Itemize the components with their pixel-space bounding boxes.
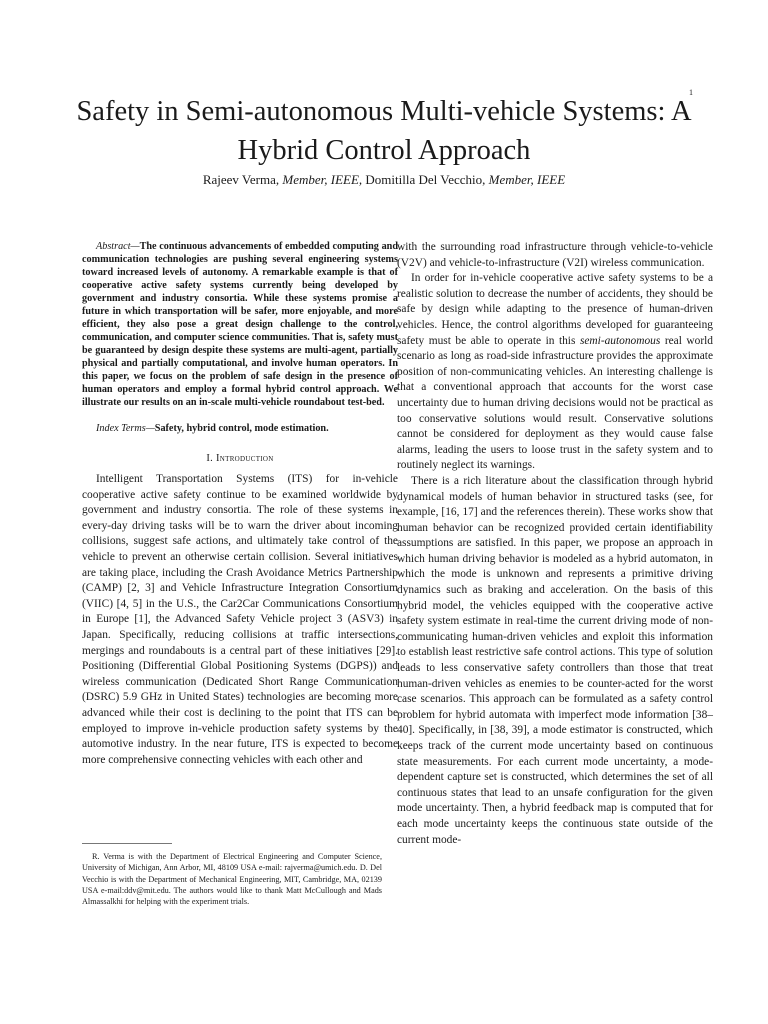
body-text: In order for in-vehicle cooperative active safety systems to be a realistic solution to decrease the number of accidents, they should be safe by design while adapting to the presence of human-driven vehicles. Hence, the control algorithms developed for guaranteeing safety must be able to operate in this bbox=[397, 272, 713, 347]
right-column bbox=[397, 240, 713, 848]
body-paragraph bbox=[397, 271, 713, 474]
author-affiliation: Member, IEEE bbox=[488, 172, 566, 187]
index-terms-label: Index Terms— bbox=[96, 423, 155, 434]
footnote-divider bbox=[82, 843, 172, 844]
page-number: 1 bbox=[689, 88, 693, 97]
abstract bbox=[82, 240, 398, 409]
abstract-text: The continuous advancements of embedded computing and communication technologies are pushing several engineering systems toward increased levels of autonomy. A remarkable example is that of cooperative active safety systems currently being developed by government and industry consortia. While these systems promise a future in which transportation will be safer, more enjoyable, and more efficient, they also pose a great design challenge to the control, communication, and computer science communities. That is, safety must be guaranteed by design despite these systems are multi-agent, partially physical and partially computational, and involve human operators. In this paper, we focus on the problem of safe design in the presence of human operators and employ a formal hybrid control approach. We illustrate our results on an in-scale multi-vehicle roundabout test-bed. bbox=[82, 241, 398, 408]
abstract-label: Abstract— bbox=[96, 241, 140, 252]
paper-title: Safety in Semi-autonomous Multi-vehicle Systems: A Hybrid Control Approach bbox=[76, 96, 692, 166]
body-paragraph: with the surrounding road infrastructure through vehicle-to-vehicle (V2V) and vehicle-to-infrastructure (V2I) wireless communication. bbox=[397, 241, 713, 269]
index-terms bbox=[82, 422, 398, 435]
author-name: Rajeev Verma, bbox=[202, 172, 280, 187]
author-footnote: R. Verma is with the Department of Electrical Engineering and Computer Science, University of Michigan, Ann Arbor, MI, 48109 USA e-mail: rajverma@umich.edu. D. Del Vecchio is with the Department of Mechanical Engineering, MIT, Cambridge, MA, 02139 USA e-mail:ddv@mit.edu. The authors would like to thank Matt McCullough and Mads Almassalkhi for helping with the experiment trials. bbox=[82, 852, 382, 907]
body-text: real world scenario as long as road-side infrastructure provides the approximate position of non-communicating vehicles. An interesting challenge is that a conventional approach that accounts for the worst case uncertainty due to human driving decisions would not be practical as too conservative solutions would result. Conservative solutions cannot be considered for deployment as they would cause false alarms, leading the users to loose trust in the safety system and to routinely neglect its warnings. bbox=[397, 334, 713, 472]
body-paragraph: There is a rich literature about the classification through hybrid dynamical models of human behavior in structured tasks (see, for example, [16, 17] and the references therein). These works show that human behavior can be recognized provided certain identifiability assumptions are satisfied. In this paper, we propose an approach in which human driving behavior is modeled as a hybrid automaton, in which the mode is unknown and represents a primitive driving dynamics such as braking and acceleration. On the basis of this hybrid model, the vehicles equipped with the cooperative active safety system estimate in real-time the current driving mode of non-communicating human-driven vehicles and exploit this information to establish least restrictive safe control actions. This type of solution leads to less conservative safety controllers than those that treat human-driven vehicles as enemies to be counter-acted for the worst case scenarios. This approach can be formulated as a safety control problem for hybrid automata with imperfect mode information [38–40]. Specifically, in [38, 39], a mode estimator is constructed, which keeps track of the current mode uncertainty based on continuous state measurements. For each current mode uncertainty, a mode-dependent capture set is constructed, which determines the set of all continuous states that lead to an unsafe configuration for the given mode uncertainty. Then, a hybrid feedback map is computed that for each mode uncertainty keeps the continuous state outside of the current mode- bbox=[397, 474, 713, 846]
author-name: Domitilla Del Vecchio, bbox=[365, 172, 486, 187]
section-heading-introduction: I. Introduction bbox=[206, 453, 274, 464]
intro-paragraph: Intelligent Transportation Systems (ITS) for in-vehicle cooperative active safety continue to be examined worldwide by government and industry consortia. The role of these systems in every-day driving tasks will be to warn the driver about incoming collisions, suggest safe actions, and ultimately take control of the vehicle to prevent an otherwise certain collision. Several initiatives are taking place, including the Crash Avoidance Metrics Partnership (CAMP) [2, 3] and Vehicle Infrastructure Integration Consortium (VIIC) [4, 5] in the U.S., the Car2Car Communications Consortium in Europe [1], the Advanced Safety Vehicle project 3 (ASV3) in Japan. Specifically, reducing collisions at traffic intersections, mergings and roundabouts is a central part of these initiatives [29]. Positioning (Differential Global Positioning Systems (DGPS)) and wireless communication (Dedicated Short Range Communication (DSRC) 5.9 GHz in United States) technologies are becoming more advanced while their cost is declining to the point that ITS can be employed to improve in-vehicle production safety systems by the automotive industry. In the near future, ITS is expected to become more comprehensive connecting vehicles with each other and bbox=[82, 473, 398, 766]
left-column bbox=[82, 240, 398, 768]
emphasis-text: semi-autonomous bbox=[579, 334, 661, 347]
index-terms-text: Safety, hybrid control, mode estimation. bbox=[154, 423, 329, 434]
author-affiliation: Member, IEEE, bbox=[282, 172, 363, 187]
author-line bbox=[60, 171, 708, 189]
